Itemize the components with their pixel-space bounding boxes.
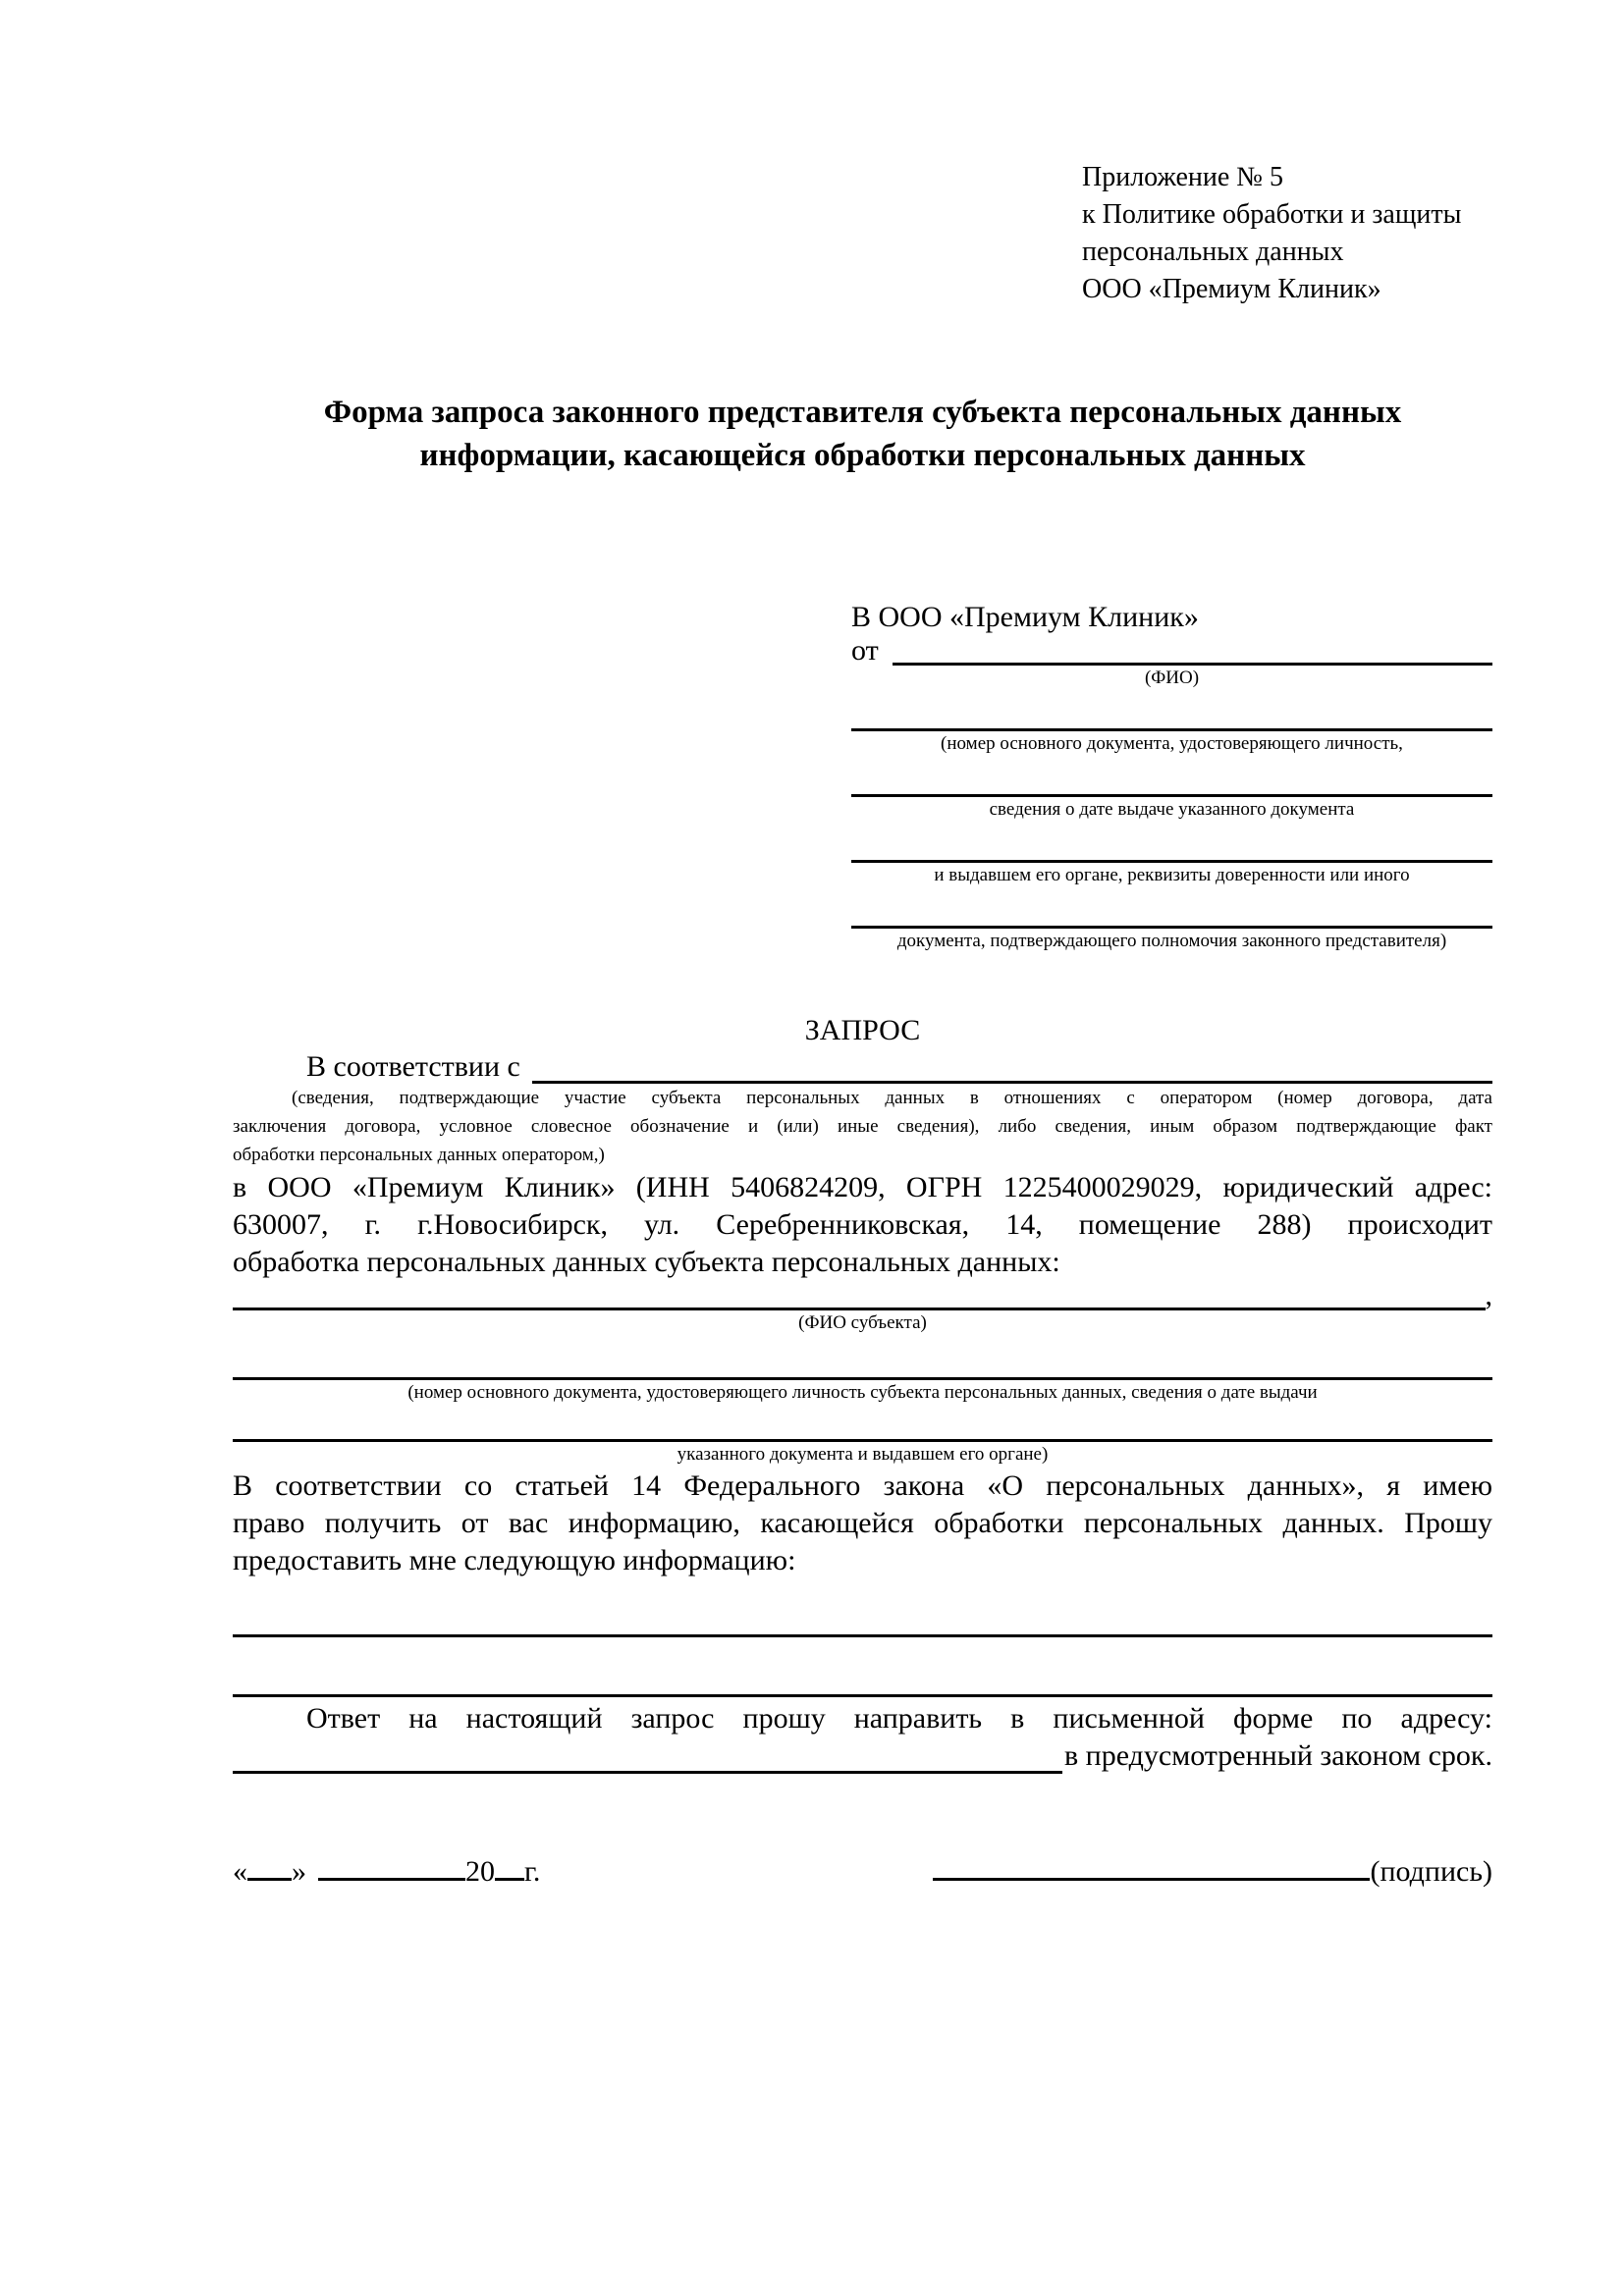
representative-doc-caption-2: сведения о дате выдаче указанного документа bbox=[989, 799, 1355, 820]
date-day-field bbox=[247, 1844, 292, 1881]
reply-address-field bbox=[233, 1771, 1062, 1774]
law-paragraph-line: право получить от вас информацию, касающейся обработки персональных данных. Прошу bbox=[233, 1507, 1492, 1539]
law-paragraph-line: В соответствии со статьей 14 Федерального закона «О персональных данных», я имею bbox=[233, 1469, 1492, 1502]
date-signature-row bbox=[233, 1852, 1492, 1892]
subject-doc-field-1 bbox=[233, 1336, 1492, 1380]
accordance-caption bbox=[233, 1084, 1492, 1169]
reply-paragraph: Ответ на настоящий запрос прошу направить в письменной форме по адресу: bbox=[306, 1702, 1492, 1735]
representative-doc-caption-4: документа, подтверждающего полномочия законного представителя) bbox=[896, 931, 1447, 951]
subject-name-line bbox=[233, 1281, 1492, 1310]
from-line bbox=[851, 636, 1492, 666]
recipient-block bbox=[851, 599, 1492, 954]
date-year-field bbox=[495, 1844, 524, 1881]
document-title bbox=[233, 391, 1492, 477]
subject-fio-caption: (ФИО субъекта) bbox=[798, 1312, 927, 1333]
date-year-suffix: г. bbox=[524, 1855, 541, 1888]
date-quote-open: « bbox=[233, 1855, 247, 1888]
representative-doc-caption-3: и выдавшем его органе, реквизиты доверенности или иного bbox=[934, 865, 1410, 885]
accordance-caption-line: заключения договора, условное словесное обозначение и (или) иные сведения), либо сведения, иным образом подтверждающие факт bbox=[233, 1116, 1492, 1137]
from-label: от bbox=[851, 634, 879, 667]
operator-paragraph bbox=[233, 1169, 1492, 1281]
subject-doc-field-2 bbox=[233, 1406, 1492, 1442]
representative-doc-caption-1: (номер основного документа, удостоверяющего личность, bbox=[941, 733, 1403, 754]
appendix-note bbox=[1082, 159, 1492, 308]
title-line: Форма запроса законного представителя субъекта персональных данных bbox=[323, 395, 1402, 430]
signature-field bbox=[933, 1844, 1492, 1892]
appendix-line: Приложение № 5 bbox=[1082, 162, 1283, 192]
subject-doc-caption-2: указанного документа и выдавшем его органе) bbox=[677, 1444, 1049, 1465]
reply-tail: в предусмотренный законом срок. bbox=[1064, 1739, 1492, 1772]
appendix-line: ООО «Премиум Клиник» bbox=[1082, 274, 1381, 304]
request-heading: ЗАПРОС bbox=[804, 1014, 921, 1046]
date-quote-close: » bbox=[292, 1855, 306, 1888]
reply-address-line bbox=[233, 1738, 1492, 1774]
title-line: информации, касающейся обработки персональных данных bbox=[419, 438, 1306, 473]
signature-line bbox=[933, 1844, 1370, 1881]
appendix-line: персональных данных bbox=[1082, 237, 1344, 267]
representative-doc-field-2 bbox=[851, 757, 1492, 797]
date-field bbox=[233, 1844, 540, 1892]
law-paragraph-line: предоставить мне следующую информацию: bbox=[233, 1544, 796, 1576]
representative-doc-field-3 bbox=[851, 823, 1492, 863]
operator-paragraph-line: в ООО «Премиум Клиник» (ИНН 5406824209, ОГРН 1225400029029, юридический адрес: bbox=[233, 1171, 1492, 1203]
law-paragraph bbox=[233, 1468, 1492, 1579]
representative-doc-field-4 bbox=[851, 888, 1492, 929]
info-blank-field-1 bbox=[233, 1589, 1492, 1637]
accordance-caption-line: (сведения, подтверждающие участие субъекта персональных данных в отношениях с оператором (номер договора, дата bbox=[292, 1088, 1492, 1108]
subject-doc-caption-1: (номер основного документа, удостоверяющего личность субъекта персональных данных, сведения о дате выдачи bbox=[407, 1382, 1318, 1403]
representative-doc-field-1 bbox=[851, 691, 1492, 731]
date-year-prefix: 20 bbox=[465, 1855, 495, 1888]
accordance-caption-line: обработки персональных данных оператором,) bbox=[233, 1145, 605, 1165]
operator-paragraph-line: обработка персональных данных субъекта персональных данных: bbox=[233, 1246, 1060, 1278]
subject-name-comma: , bbox=[1485, 1279, 1492, 1311]
info-blank-field-2 bbox=[233, 1637, 1492, 1697]
operator-paragraph-line: 630007, г. г.Новосибирск, ул. Серебренниковская, 14, помещение 288) происходит bbox=[233, 1208, 1492, 1241]
accordance-label: В соответствии с bbox=[306, 1050, 520, 1083]
date-month-field bbox=[318, 1844, 465, 1881]
fio-caption: (ФИО) bbox=[1144, 667, 1200, 688]
accordance-line bbox=[233, 1050, 1492, 1084]
appendix-line: к Политике обработки и защиты bbox=[1082, 199, 1462, 230]
signature-caption: (подпись) bbox=[1370, 1855, 1492, 1888]
recipient-organization: В ООО «Премиум Клиник» bbox=[851, 601, 1199, 633]
